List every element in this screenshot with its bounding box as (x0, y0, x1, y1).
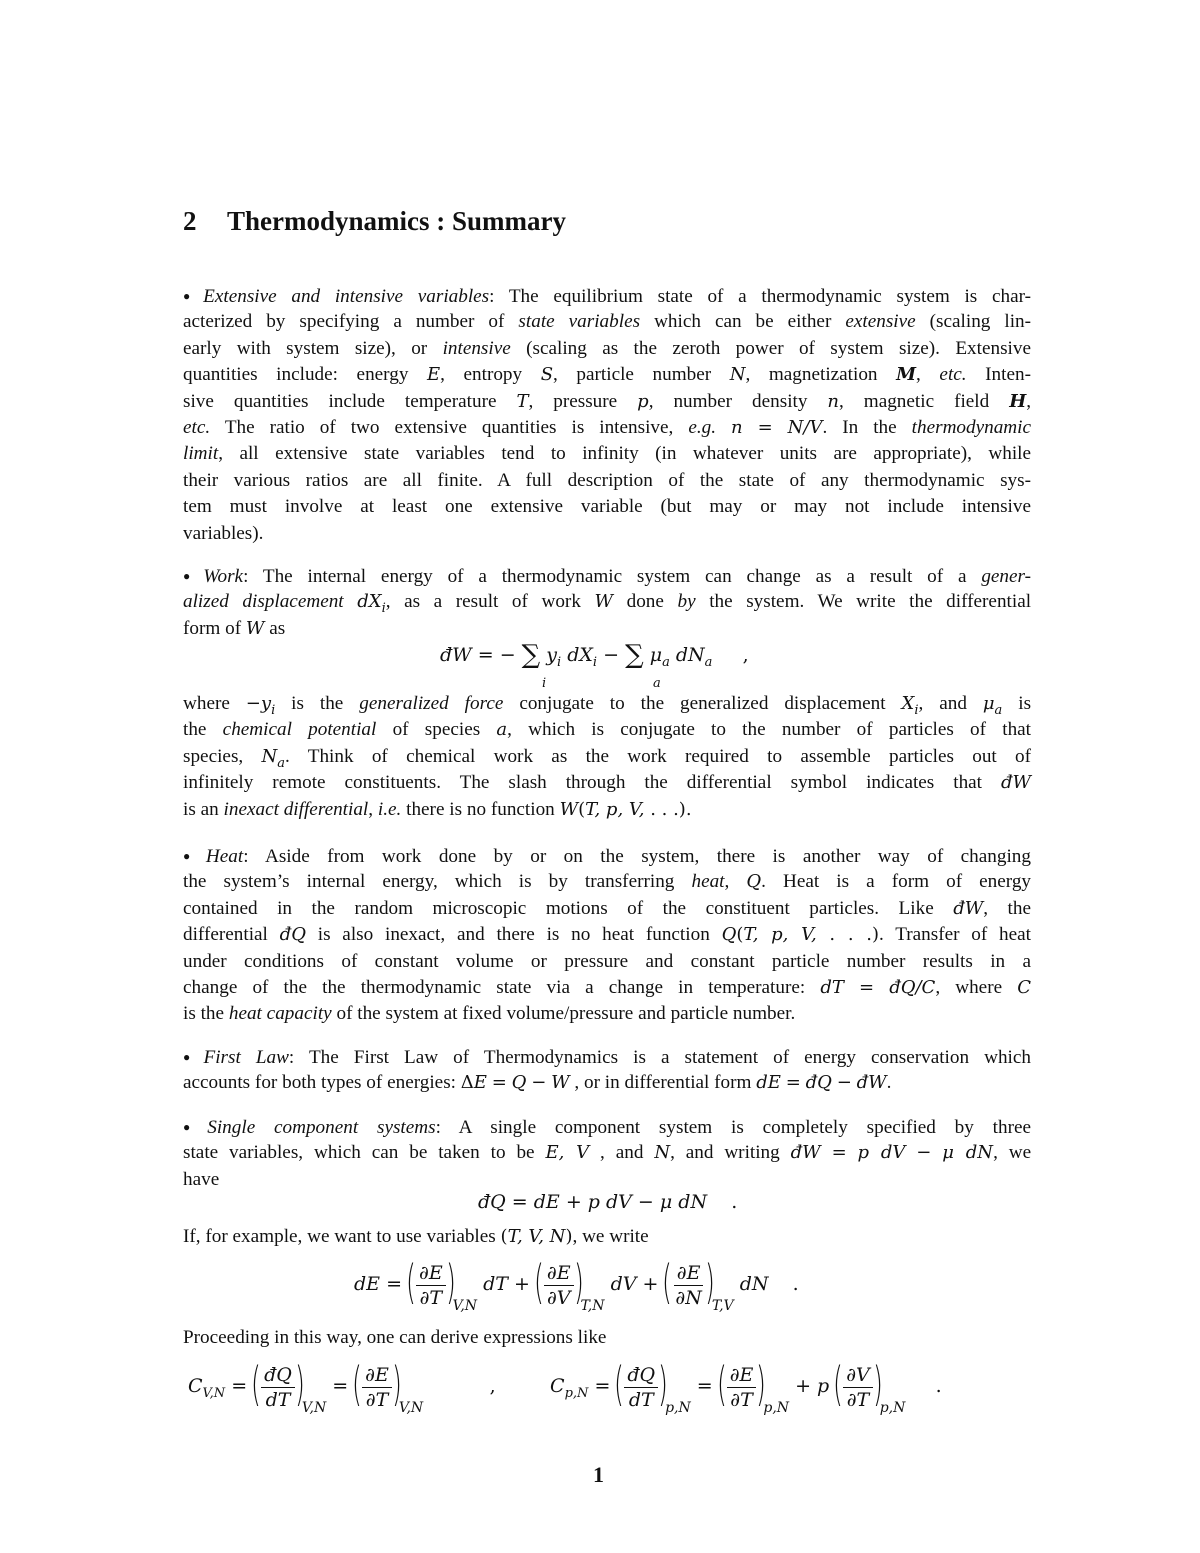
paragraph-variables: If, for example, we want to use variables (T, V, N), we write (183, 1226, 649, 1247)
bullet-icon: ● (183, 569, 201, 583)
paragraph-heat: ● Heat: Aside from work done by or on the system, there is another way of changing the system’s internal energy, which is by transferring heat, Q. Heat is a form of energy contained in the random microscopic motions of the constituent particles. Like đW, the differential đQ is also inexact, and there is no heat function Q(T, p, V, . . .). Transfer of heat under conditions of constant volume or pressure and constant particle number results in a change of the the thermodynamic state via a change in temperature: dT = đQ/C, where C is the heat capacity of the system at fixed volume/pressure and particle number. (183, 846, 1032, 1025)
term-label: Work (203, 566, 244, 587)
term-label: Extensive and intensive variables (203, 286, 490, 307)
page-number: 1 (593, 1462, 604, 1487)
equation-dE-expansion: dE = ( $\frac{\partial E}{\partial T}$ )$_{V,N}$ dT + ( $\frac{\partial E}{\partial V}$ )$_{T,N}$ dV + ( $\frac{\partial E}{\partial N}$ )$_{T,V}$ dN . (354, 1255, 799, 1314)
term-label: First Law (203, 1047, 289, 1068)
paragraph-proceeding: Proceeding in this way, one can derive expressions like (183, 1327, 607, 1348)
bullet-icon: ● (183, 849, 203, 863)
paragraph-extensive-intensive: ● Extensive and intensive variables: The equilibrium state of a thermodynamic system is char- acterized by specifying a number of state variables which can be either extensive (scaling lin- early with system size), or intensive (scaling as the zeroth power of system size). Extensive quantities include: energy E, entropy S, particle number N, magnetization M, etc. Inten- sive quantities include temperature T, pressure p, number density n, magnetic field H, etc. The ratio of two extensive quantities is intensive, e.g. n = N/V. In the thermodynamic limit, all extensive state variables tend to infinity (in whatever units are appropriate), while their various ratios are all finite. A full description of the state of any thermodynamic sys- tem must involve at least one extensive variable (but may or may not include intensive variables). (183, 286, 1032, 544)
section-title: Thermodynamics : Summary (227, 206, 566, 236)
paragraph-single-component: ● Single component systems: A single component system is completely specified by three state variables, which can be taken to be E, V , and N, and writing đW = p dV − μ dN, we have (183, 1117, 1032, 1190)
equation-work: đW = − ∑ $y_i$ $dX_i$ − ∑ $\mu_a$ $dN_a$ , i a (440, 640, 749, 691)
equation-heat-differential: đQ = dE + p dV − μ dN . (478, 1191, 738, 1213)
bullet-icon: ● (183, 289, 201, 303)
section-heading (183, 206, 566, 237)
section-number: 2 (183, 206, 197, 236)
term-label: Single component systems (207, 1117, 436, 1138)
equation-heat-capacities: $C_{V,N}$ = ( $\frac{đQ}{dT}$ )$_{V,N}$ = ( $\frac{\partial E}{\partial T}$ )$_{V,N}$ , $C_{p,N}$ = ( $\frac{đQ}{dT}$ )$_{p,N}$ = ( $\frac{\partial E}{\partial T}$ )$_{p,N} + p$ ( $\frac{\partial V}{\partial T}$ )$_{p,N}$ . (188, 1357, 942, 1416)
bullet-icon: ● (183, 1120, 205, 1134)
paragraph-generalized-force: where $-y_i$ is the generalized force conjugate to the generalized displacement $X_i$, and $\mu_a$ is the chemical potential of species a, which is conjugate to the number of particles of that species, $N_a$. Think of chemical work as the work required to assemble particles out of infinitely remote constituents. The slash through the differential symbol indicates that đW is an inexact differential, i.e. there is no function W(T, p, V, . . .). (183, 693, 1032, 820)
paragraph-first-law: ● First Law: The First Law of Thermodynamics is a statement of energy conservation which accounts for both types of energies: ΔE = Q − W , or in differential form dE = đQ − đW. (183, 1047, 1031, 1094)
term-label: Heat (205, 846, 244, 867)
paragraph-work: ● Work: The internal energy of a thermodynamic system can change as a result of a gener- alized displacement $dX_i$, as a result of work W done by the system. We write the differential form of W as (183, 566, 1032, 639)
bullet-icon: ● (183, 1050, 201, 1064)
